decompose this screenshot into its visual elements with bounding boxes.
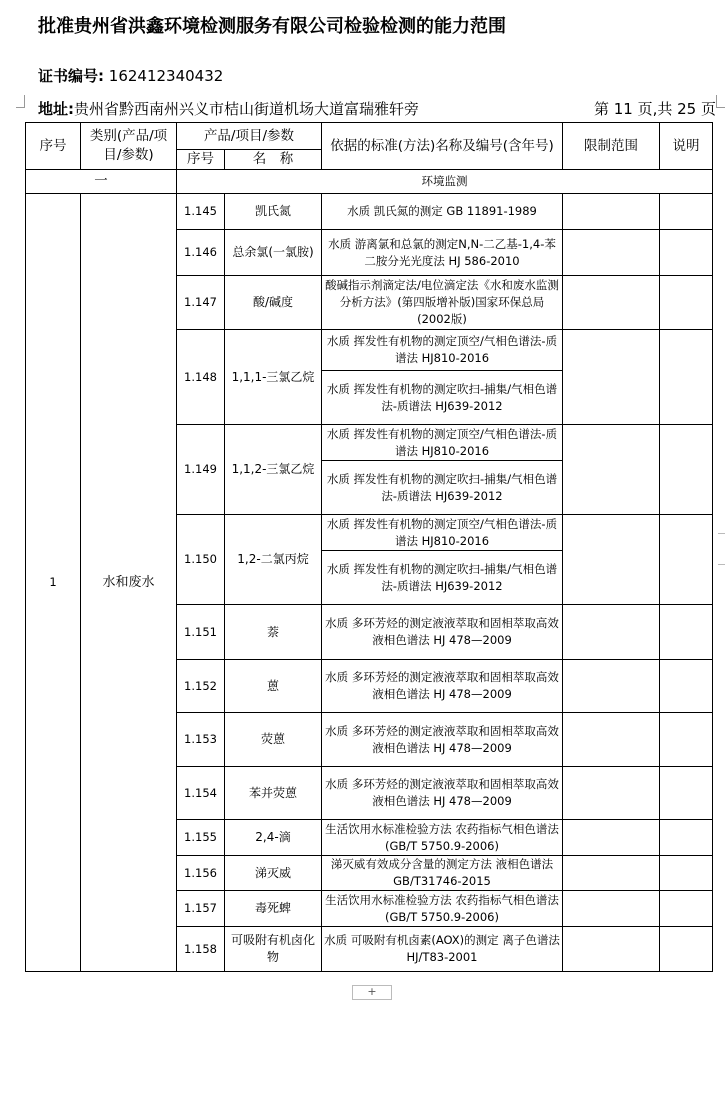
- table-row: [26, 194, 713, 230]
- item-seq: 1.156: [177, 856, 225, 891]
- item-name: 毒死蜱: [225, 891, 322, 927]
- item-standard: 水质 挥发性有机物的测定吹扫-捕集/气相色谱法-质谱法 HJ639-2012: [322, 461, 563, 515]
- item-seq: 1.149: [177, 425, 225, 515]
- item-seq: 1.146: [177, 230, 225, 276]
- item-standard: 水质 多环芳烃的测定液液萃取和固相萃取高效液相色谱法 HJ 478—2009: [322, 660, 563, 713]
- item-name: 涕灭威: [225, 856, 322, 891]
- item-name: 2,4-滴: [225, 820, 322, 856]
- item-standard: 水质 凯氏氮的测定 GB 11891-1989: [322, 194, 563, 230]
- item-limit: [563, 276, 660, 330]
- item-note: [660, 330, 713, 425]
- item-standard: 水质 游离氯和总氯的测定N,N-二乙基-1,4-苯二胺分光光度法 HJ 586-2010: [322, 230, 563, 276]
- item-limit: [563, 515, 660, 605]
- section-title: 环境监测: [177, 170, 713, 194]
- header-item-name: 名 称: [225, 150, 322, 170]
- item-limit: [563, 927, 660, 972]
- item-standard: 水质 挥发性有机物的测定顶空/气相色谱法-质谱法 HJ810-2016: [322, 330, 563, 371]
- add-row-button[interactable]: +: [352, 985, 392, 1000]
- item-note: [660, 276, 713, 330]
- group-seq: 1: [26, 194, 81, 972]
- section-row: [26, 170, 713, 194]
- item-limit: [563, 425, 660, 515]
- item-standard: 水质 多环芳烃的测定液液萃取和固相萃取高效液相色谱法 HJ 478—2009: [322, 767, 563, 820]
- item-standard: 水质 挥发性有机物的测定顶空/气相色谱法-质谱法 HJ810-2016: [322, 425, 563, 461]
- group-category: 水和废水: [81, 194, 177, 972]
- header-item-seq: 序号: [177, 150, 225, 170]
- item-note: [660, 891, 713, 927]
- item-standard: 水质 挥发性有机物的测定吹扫-捕集/气相色谱法-质谱法 HJ639-2012: [322, 371, 563, 425]
- item-name: 1,1,1-三氯乙烷: [225, 330, 322, 425]
- item-limit: [563, 856, 660, 891]
- item-seq: 1.154: [177, 767, 225, 820]
- item-name: 酸/碱度: [225, 276, 322, 330]
- item-name: 1,2-二氯丙烷: [225, 515, 322, 605]
- side-scroll-marker[interactable]: [718, 533, 725, 565]
- item-note: [660, 820, 713, 856]
- item-note: [660, 660, 713, 713]
- item-seq: 1.151: [177, 605, 225, 660]
- item-seq: 1.145: [177, 194, 225, 230]
- margin-corner-left: [16, 95, 25, 108]
- item-limit: [563, 230, 660, 276]
- item-standard: 生活饮用水标准检验方法 农药指标气相色谱法(GB/T 5750.9-2006): [322, 891, 563, 927]
- header-seq: 序号: [26, 123, 81, 170]
- item-note: [660, 425, 713, 515]
- item-note: [660, 230, 713, 276]
- section-number: 一: [26, 170, 177, 194]
- item-note: [660, 713, 713, 767]
- item-limit: [563, 194, 660, 230]
- certificate-line: [38, 65, 223, 86]
- cert-number: 162412340432: [108, 67, 224, 85]
- item-standard: 水质 多环芳烃的测定液液萃取和固相萃取高效液相色谱法 HJ 478—2009: [322, 713, 563, 767]
- item-seq: 1.150: [177, 515, 225, 605]
- item-name: 总余氯(一氯胺): [225, 230, 322, 276]
- item-name: 苯并荧蒽: [225, 767, 322, 820]
- item-seq: 1.147: [177, 276, 225, 330]
- item-note: [660, 767, 713, 820]
- scope-table-body: [26, 123, 713, 972]
- item-seq: 1.152: [177, 660, 225, 713]
- header-row-1: [26, 123, 713, 150]
- item-seq: 1.155: [177, 820, 225, 856]
- item-standard: 水质 挥发性有机物的测定吹扫-捕集/气相色谱法-质谱法 HJ639-2012: [322, 551, 563, 605]
- page-title: 批准贵州省洪鑫环境检测服务有限公司检验检测的能力范围: [38, 16, 506, 37]
- header-item: 产品/项目/参数: [177, 123, 322, 150]
- page-info: 第 11 页,共 25 页: [593, 100, 716, 118]
- item-name: 可吸附有机卤化物: [225, 927, 322, 972]
- item-note: [660, 194, 713, 230]
- item-standard: 生活饮用水标准检验方法 农药指标气相色谱法(GB/T 5750.9-2006): [322, 820, 563, 856]
- item-limit: [563, 330, 660, 425]
- scope-table-wrapper: [25, 122, 713, 972]
- scope-table: [25, 122, 713, 972]
- item-name: 萘: [225, 605, 322, 660]
- address-label: 地址:: [38, 100, 74, 118]
- item-seq: 1.158: [177, 927, 225, 972]
- item-limit: [563, 605, 660, 660]
- item-seq: 1.153: [177, 713, 225, 767]
- item-limit: [563, 767, 660, 820]
- item-name: 凯氏氮: [225, 194, 322, 230]
- item-standard: 涕灭威有效成分含量的测定方法 液相色谱法 GB/T31746-2015: [322, 856, 563, 891]
- header-category: 类别(产品/项目/参数): [81, 123, 177, 170]
- item-name: 蒽: [225, 660, 322, 713]
- header-limit: 限制范围: [563, 123, 660, 170]
- item-limit: [563, 713, 660, 767]
- margin-corner-right: [716, 95, 725, 108]
- item-seq: 1.148: [177, 330, 225, 425]
- item-note: [660, 927, 713, 972]
- item-standard: 水质 可吸附有机卤素(AOX)的测定 离子色谱法 HJ/T83-2001: [322, 927, 563, 972]
- item-limit: [563, 891, 660, 927]
- item-standard: 酸碱指示剂滴定法/电位滴定法《水和废水监测分析方法》(第四版增补版)国家环保总局 (2002版): [322, 276, 563, 330]
- item-note: [660, 856, 713, 891]
- item-note: [660, 515, 713, 605]
- address-line: [38, 98, 716, 119]
- item-seq: 1.157: [177, 891, 225, 927]
- header-note: 说明: [660, 123, 713, 170]
- item-standard: 水质 挥发性有机物的测定顶空/气相色谱法-质谱法 HJ810-2016: [322, 515, 563, 551]
- item-note: [660, 605, 713, 660]
- address-text: 贵州省黔西南州兴义市桔山街道机场大道富瑞雅轩旁: [74, 100, 420, 118]
- item-standard: 水质 多环芳烃的测定液液萃取和固相萃取高效液相色谱法 HJ 478—2009: [322, 605, 563, 660]
- item-name: 荧蒽: [225, 713, 322, 767]
- header-standard: 依据的标准(方法)名称及编号(含年号): [322, 123, 563, 170]
- item-limit: [563, 820, 660, 856]
- item-name: 1,1,2-三氯乙烷: [225, 425, 322, 515]
- cert-label: 证书编号:: [38, 67, 104, 85]
- item-limit: [563, 660, 660, 713]
